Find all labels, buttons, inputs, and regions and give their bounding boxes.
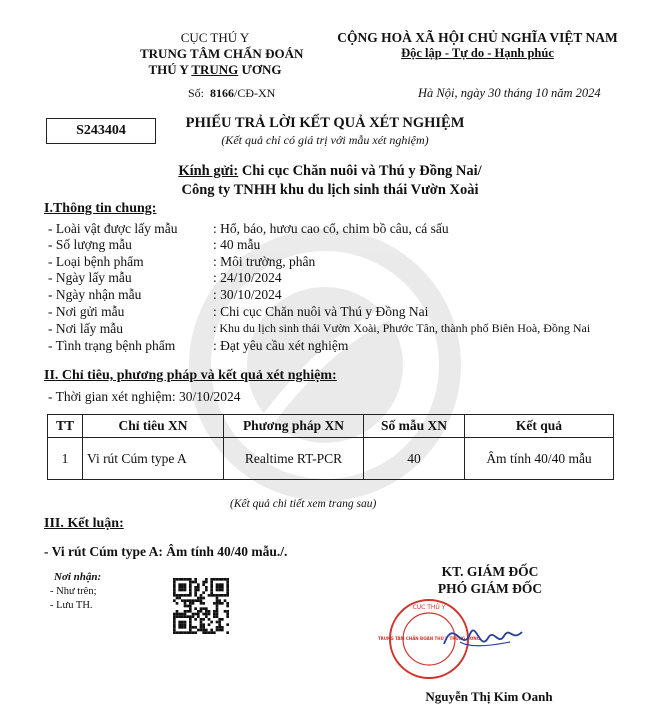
signature-title2: PHÓ GIÁM ĐỐC xyxy=(437,581,543,596)
org-name-line2: TRUNG TÂM CHẨN ĐOÁN xyxy=(140,46,304,61)
table-header: Chỉ tiêu XN xyxy=(83,415,224,438)
signature-title1: KT. GIÁM ĐỐC xyxy=(441,564,539,579)
qr-code xyxy=(173,578,229,634)
recipient-item: - Lưu TH. xyxy=(50,600,93,611)
motto: Độc lập - Tự do - Hạnh phúc xyxy=(401,46,554,60)
table-header: Số mẫu XN xyxy=(364,415,465,438)
section3-heading: III. Kết luận: xyxy=(44,516,124,531)
table-cell: Vi rút Cúm type A xyxy=(83,438,224,480)
table-cell: 40 xyxy=(364,438,465,480)
section1-heading: I.Thông tin chung: xyxy=(44,201,157,216)
conclusion-text: - Vi rút Cúm type A: Âm tính 40/40 mẫu./. xyxy=(44,544,288,559)
table-header: TT xyxy=(48,415,83,438)
table-cell: Realtime RT-PCR xyxy=(224,438,364,480)
handwritten-signature xyxy=(440,612,525,662)
recipient-item: - Như trên; xyxy=(50,586,97,597)
document-subtitle: (Kết quả chỉ có giá trị với mẫu xét nghiệm) xyxy=(221,133,429,147)
date-line: Hà Nội, ngày 30 tháng 10 năm 2024 xyxy=(418,86,601,100)
table-header-row xyxy=(48,415,614,438)
table-header: Phương pháp XN xyxy=(224,415,364,438)
document-title: PHIẾU TRẢ LỜI KẾT QUẢ XÉT NGHIỆM xyxy=(185,115,465,131)
table-note: (Kết quả chi tiết xem trang sau) xyxy=(230,498,377,510)
table-cell: Âm tính 40/40 mẫu xyxy=(465,438,614,480)
section2-heading: II. Chỉ tiêu, phương pháp và kết quả xét nghiệm: xyxy=(44,368,337,383)
table-header: Kết quả xyxy=(465,415,614,438)
results-table xyxy=(47,414,614,480)
signer-name: Nguyễn Thị Kim Oanh xyxy=(425,689,553,704)
org-name-line3: THÚ Y TRUNG ƯƠNG xyxy=(148,62,282,77)
test-time: - Thời gian xét nghiệm: 30/10/2024 xyxy=(48,389,241,404)
document-number: Số: 8166/CĐ-XN xyxy=(188,86,276,100)
recipient-line1: Kính gửi: Chi cục Chăn nuôi và Thú y Đồng Nai/ xyxy=(178,163,482,179)
stamp-outer-text: CỤC THÚ Y xyxy=(412,604,446,611)
org-name-line1: CỤC THÚ Y xyxy=(180,30,250,45)
stamp-center-text: TRUNG TÂM CHẨN ĐOÁN THÚ Y TRUNG ƯƠNG xyxy=(377,636,481,641)
recipients-label: Nơi nhận: xyxy=(54,571,102,583)
recipient-line2: Công ty TNHH khu du lịch sinh thái Vườn Xoài xyxy=(181,182,479,198)
sample-code-box: S243404 xyxy=(46,118,156,144)
table-cell: 1 xyxy=(48,438,83,480)
table-row xyxy=(48,438,614,480)
republic-title: CỘNG HOÀ XÃ HỘI CHỦ NGHĨA VIỆT NAM xyxy=(337,30,618,45)
